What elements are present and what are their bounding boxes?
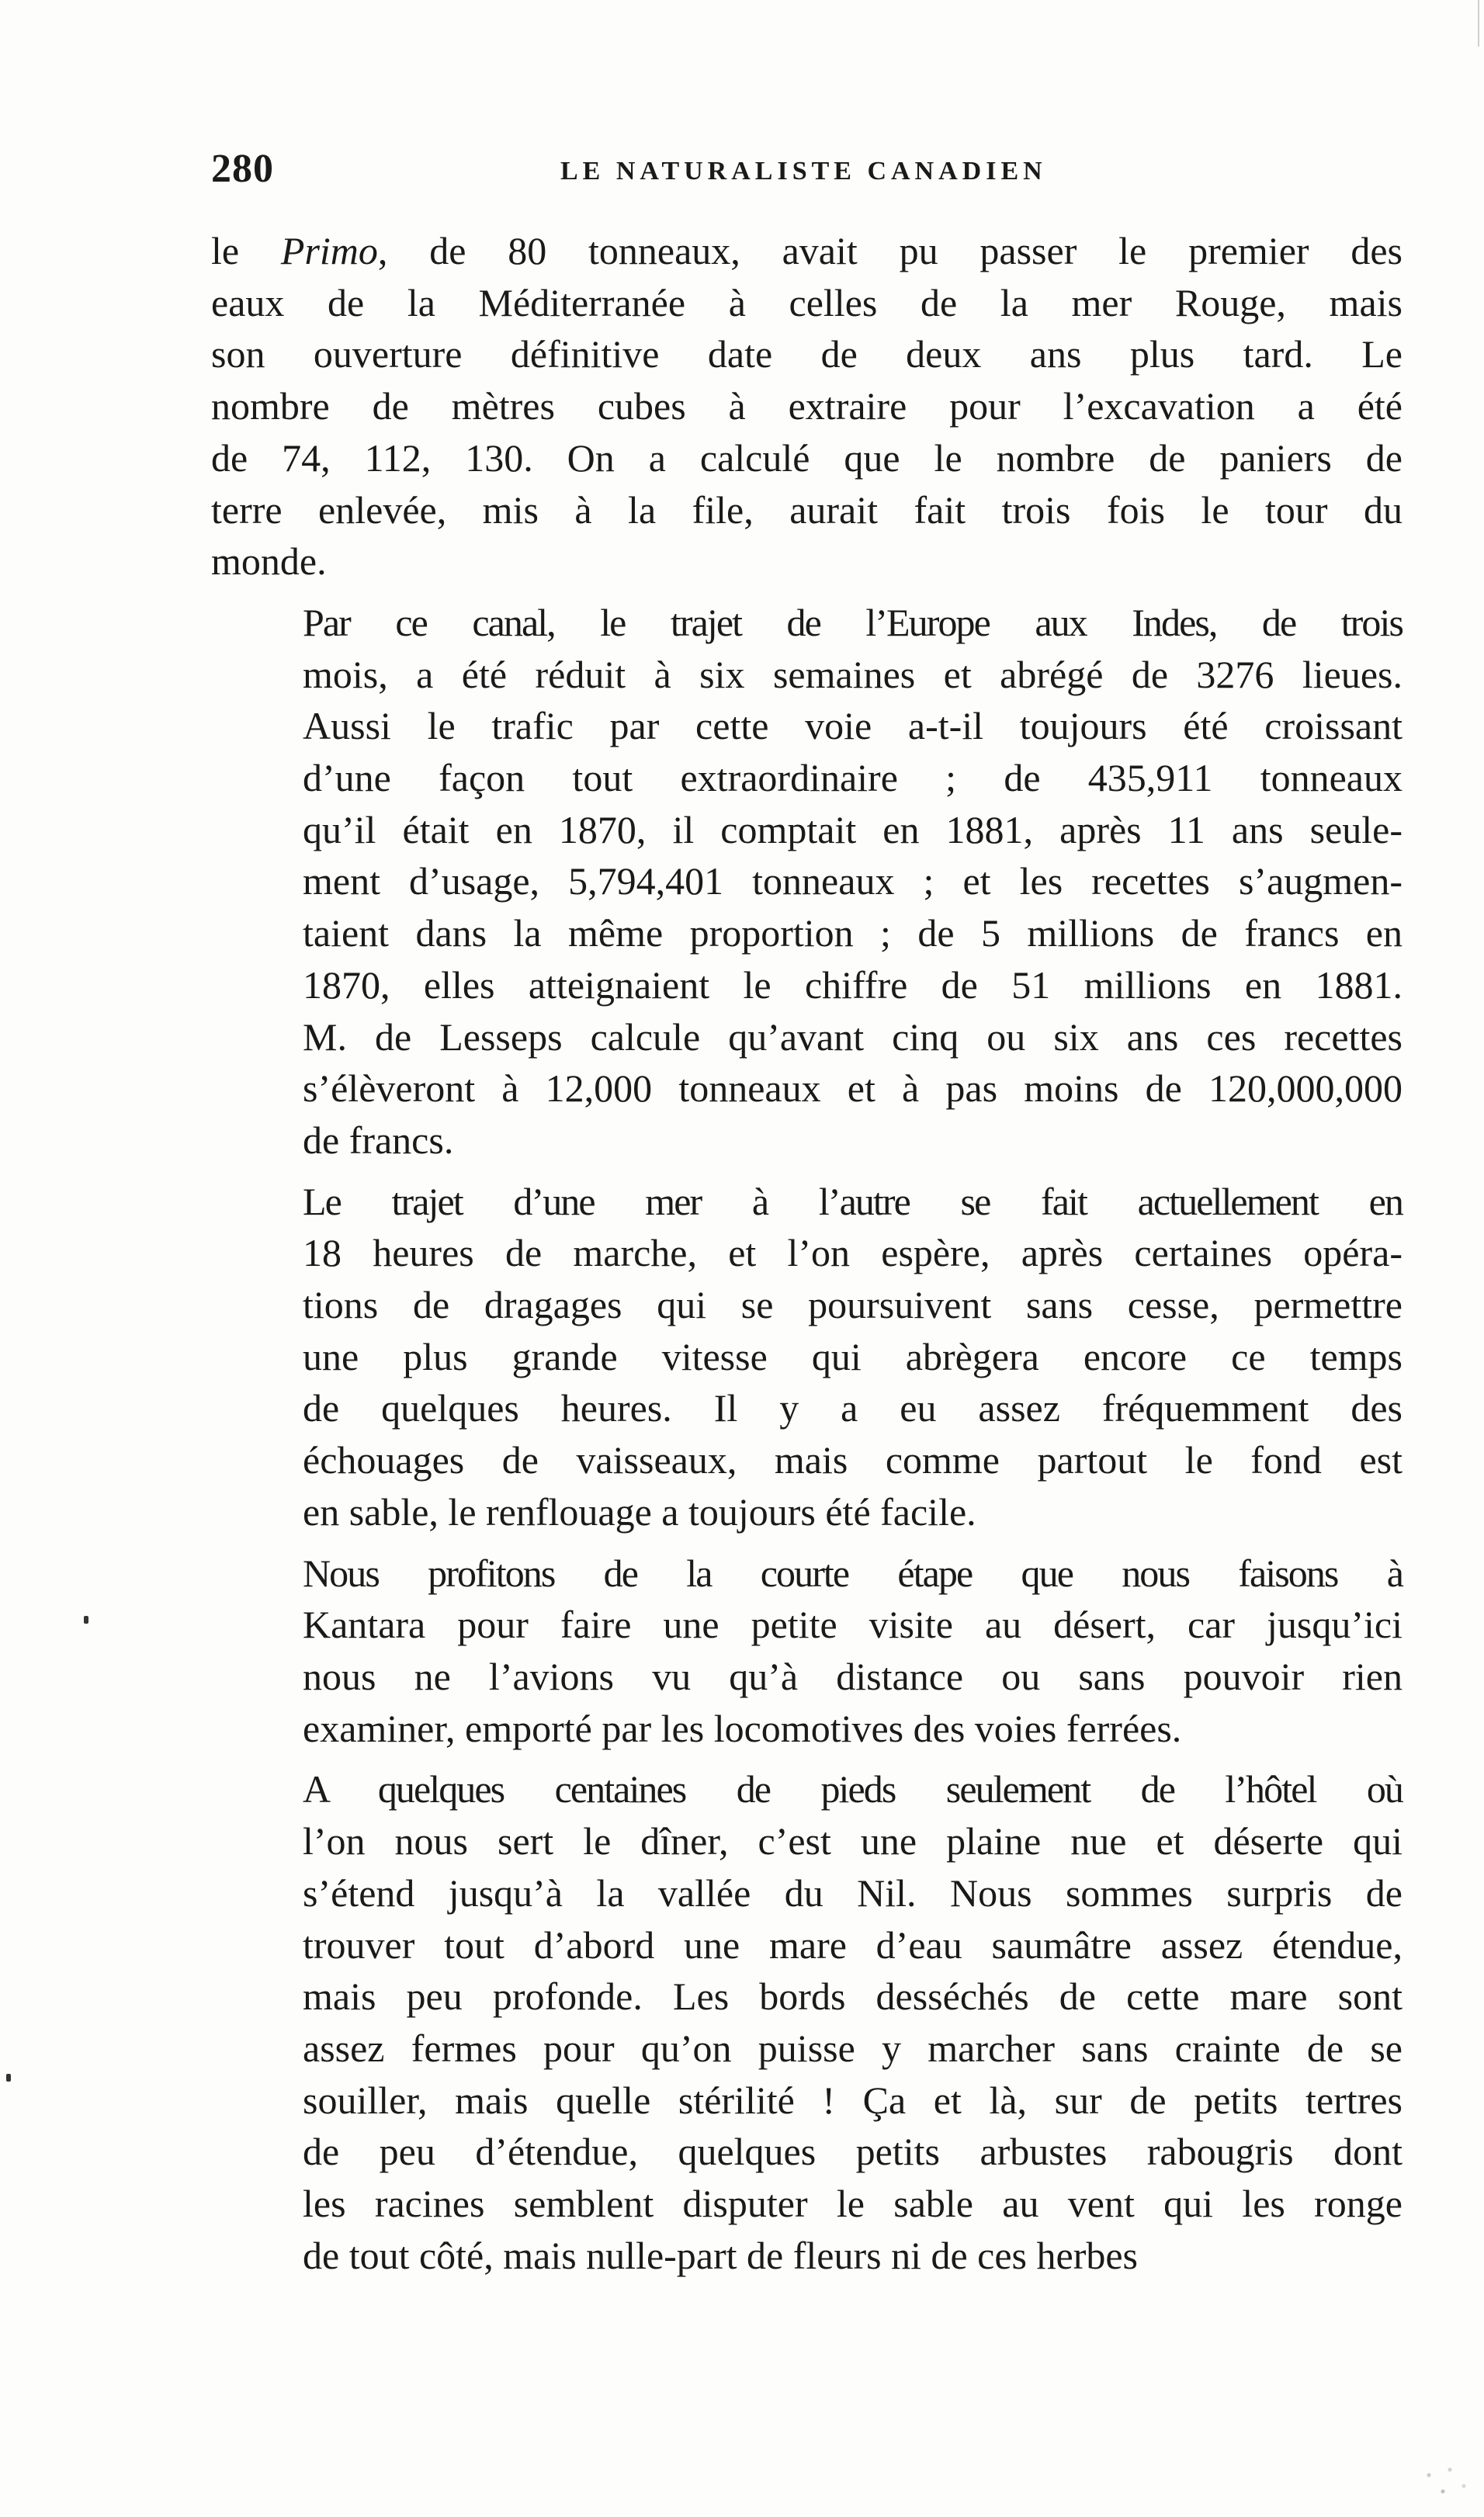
text-line: examiner, emporté par les locomotives des voies ferrées.	[303, 1706, 1182, 1750]
text-line: Kantara pour faire une petite visite au désert, car jusqu’ici	[303, 1603, 1403, 1647]
text-line: assez fermes pour qu’on puisse y marcher sans crainte de se	[303, 2026, 1403, 2070]
corner-stain	[1408, 2453, 1478, 2508]
text-line: de peu d’étendue, quelques petits arbustes rabougris dont	[303, 2130, 1403, 2174]
text-line: de francs.	[303, 1118, 454, 1162]
text-line: une plus grande vitesse qui abrègera encore ce temps	[303, 1334, 1403, 1378]
text-line: mais peu profonde. Les bords desséchés de cette mare sont	[303, 1974, 1403, 2019]
text-line: taient dans la même proportion ; de 5 millions de francs en	[303, 911, 1403, 955]
text-line: s’étend jusqu’à la vallée du Nil. Nous sommes surpris de	[303, 1870, 1403, 1915]
paragraph	[211, 1763, 1403, 2281]
paragraph	[211, 225, 1403, 588]
text-line: mois, a été réduit à six semaines et abrégé de 3276 lieues.	[303, 652, 1403, 696]
page-header	[211, 146, 1414, 200]
text-line: s’élèveront à 12,000 tonneaux et à pas moins de 120,000,000	[303, 1066, 1403, 1111]
text-line: Aussi le trafic par cette voie a-t-il toujours été croissant	[303, 704, 1403, 748]
text-line: de tout côté, mais nulle-part de fleurs ni de ces herbes	[303, 2233, 1139, 2277]
text-line: nombre de mètres cubes à extraire pour l’excavation a été	[211, 384, 1403, 428]
text-line: terre enlevée, mis à la file, aurait fait trois fois le tour du	[211, 487, 1403, 532]
text-line: l’on nous sert le dîner, c’est une plaine nue et déserte qui	[303, 1819, 1403, 1863]
text-line: monde.	[211, 539, 327, 584]
text-line: qu’il était en 1870, il comptait en 1881, après 11 ans seule-	[303, 807, 1403, 851]
paragraph	[211, 1176, 1403, 1538]
text-line: eaux de la Méditerranée à celles de la mer Rouge, mais	[211, 280, 1403, 324]
text-line: 18 heures de marche, et l’on espère, après certaines opéra-	[303, 1231, 1403, 1275]
text-line: de quelques heures. Il y a eu assez fréquemment des	[303, 1386, 1403, 1430]
text-line: d’une façon tout extraordinaire ; de 435,911 tonneaux	[303, 756, 1403, 800]
text-line: 1870, elles atteignaient le chiffre de 51 millions en 1881.	[303, 962, 1403, 1007]
body-text	[211, 225, 1403, 2290]
paragraph	[211, 1548, 1403, 1755]
text-line: ment d’usage, 5,794,401 tonneaux ; et les recettes s’augmen-	[303, 859, 1403, 903]
text-line: les racines semblent disputer le sable au vent qui les ronge	[303, 2182, 1403, 2226]
text-line: Nous profitons de la courte étape que nous faisons à	[303, 1551, 1403, 1595]
text-line: Par ce canal, le trajet de l’Europe aux Indes, de trois	[303, 600, 1403, 644]
text-line: trouver tout d’abord une mare d’eau saumâtre assez étendue,	[303, 1922, 1403, 1967]
running-title: LE NATURALISTE CANADIEN	[560, 157, 1047, 185]
text-line: échouages de vaisseaux, mais comme partout le fond est	[303, 1438, 1403, 1482]
text-line: de 74, 112, 130. On a calculé que le nombre de paniers de	[211, 435, 1403, 480]
text-line: Le trajet d’une mer à l’autre se fait actuellement en	[303, 1179, 1403, 1223]
text-line: son ouverture définitive date de deux ans plus tard. Le	[211, 332, 1403, 376]
text-line: tions de dragages qui se poursuivent sans cesse, permettre	[303, 1283, 1403, 1327]
text-line: A quelques centaines de pieds seulement de l’hôtel où	[303, 1767, 1403, 1811]
text-line: souiller, mais quelle stérilité ! Ça et là, sur de petits tertres	[303, 2078, 1403, 2122]
paragraph	[211, 597, 1403, 1167]
margin-speck	[84, 1616, 88, 1624]
page-number: 280	[211, 147, 274, 191]
text-line: nous ne l’avions vu qu’à distance ou sans pouvoir rien	[303, 1654, 1403, 1698]
text-line: en sable, le renflouage a toujours été facile.	[303, 1489, 976, 1534]
margin-speck	[6, 2074, 11, 2082]
text-line: le Primo, de 80 tonneaux, avait pu passer le premier des	[211, 229, 1403, 272]
page-edge-mark	[1478, 0, 1479, 47]
text-line: M. de Lesseps calcule qu’avant cinq ou six ans ces recettes	[303, 1014, 1403, 1059]
